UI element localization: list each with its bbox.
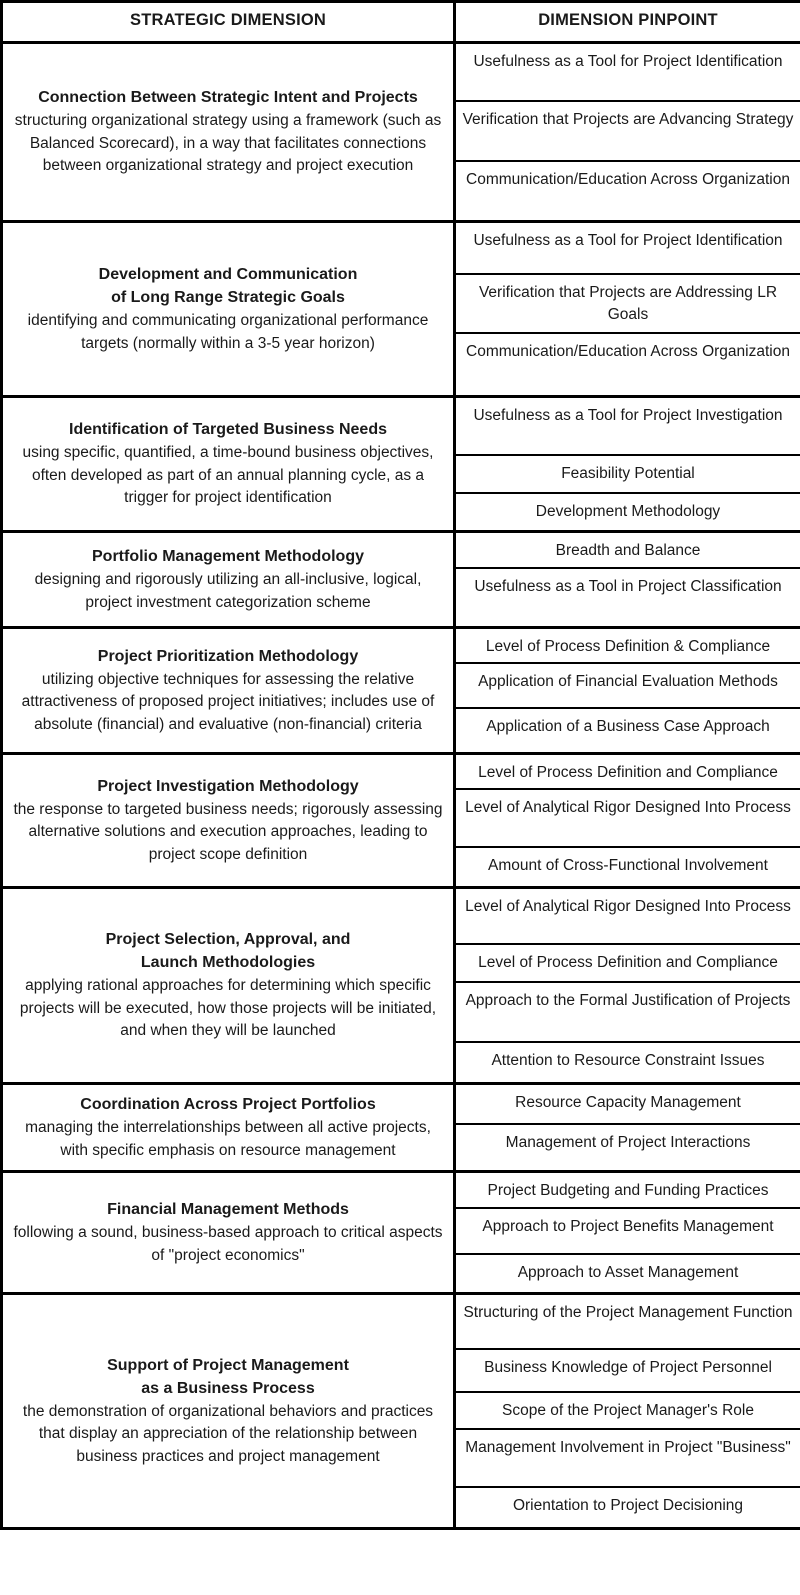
strategic-dimension-cell — [2, 753, 455, 888]
dimension-title: Project Investigation Methodology — [97, 777, 359, 795]
pinpoint-cell: Approach to Project Benefits Management — [455, 1208, 800, 1254]
pinpoint-cell: Application of a Business Case Approach — [455, 708, 800, 753]
dimension-title: Launch Methodologies — [140, 954, 316, 972]
table-row — [2, 1084, 800, 1124]
header-row — [2, 2, 800, 43]
pinpoint-cell: Approach to the Formal Justification of Projects — [455, 982, 800, 1042]
dimension-description: using specific, quantified, a time-bound business objectives, often developed as part of an annual planning cycle, as a trigger for project identification — [22, 444, 434, 507]
dimension-description: utilizing objective techniques for assessing the relative attractiveness of proposed project initiatives; includes use of absolute (financial) and evaluative (non-financial) criteria — [21, 670, 435, 733]
pinpoint-cell: Resource Capacity Management — [455, 1084, 800, 1124]
pinpoint-cell: Verification that Projects are Advancing Strategy — [455, 101, 800, 161]
pinpoint-cell: Structuring of the Project Management Function — [455, 1294, 800, 1349]
pinpoint-cell: Level of Analytical Rigor Designed Into Process — [455, 789, 800, 847]
table-row — [2, 628, 800, 664]
dimension-description: managing the interrelationships between all active projects, with specific emphasis on resource management — [25, 1119, 431, 1159]
dimension-description: structuring organizational strategy using a framework (such as Balanced Scorecard), in a way that facilitates connections between organizational strategy and project execution — [14, 112, 442, 175]
column-header-strategic-dimension: STRATEGIC DIMENSION — [2, 2, 455, 43]
dimension-title: Identification of Targeted Business Needs — [69, 421, 387, 439]
dimension-title: of Long Range Strategic Goals — [111, 289, 345, 306]
dimension-title: Connection Between Strategic Intent and Projects — [38, 89, 418, 107]
table-row — [2, 222, 800, 274]
pinpoint-cell: Management of Project Interactions — [455, 1124, 800, 1172]
dimension-description: identifying and communicating organizational performance targets (normally within a 3-5 year horizon) — [27, 312, 429, 352]
pinpoint-cell: Level of Analytical Rigor Designed Into Process — [455, 888, 800, 944]
pinpoint-cell: Approach to Asset Management — [455, 1254, 800, 1294]
pinpoint-cell: Usefulness as a Tool in Project Classification — [455, 568, 800, 628]
pinpoint-cell: Amount of Cross-Functional Involvement — [455, 847, 800, 888]
pinpoint-cell: Attention to Resource Constraint Issues — [455, 1042, 800, 1084]
dimension-description: following a sound, business-based approach to critical aspects of "project economics" — [13, 1224, 443, 1264]
pinpoint-cell: Business Knowledge of Project Personnel — [455, 1349, 800, 1392]
table-row — [2, 1172, 800, 1208]
pinpoint-cell: Project Budgeting and Funding Practices — [455, 1172, 800, 1208]
dimension-title: Coordination Across Project Portfolios — [80, 1096, 376, 1113]
dimension-title: Project Prioritization Methodology — [97, 647, 359, 665]
strategic-dimension-cell — [2, 532, 455, 628]
pinpoint-cell: Management Involvement in Project "Business" — [455, 1429, 800, 1487]
column-header-dimension-pinpoint: DIMENSION PINPOINT — [455, 2, 800, 43]
pinpoint-cell: Usefulness as a Tool for Project Identification — [455, 43, 800, 101]
dimension-title: Portfolio Management Methodology — [92, 548, 364, 565]
strategic-dimension-cell — [2, 1084, 455, 1172]
dimension-title: Project Selection, Approval, and — [105, 931, 351, 949]
strategic-dimension-cell — [2, 888, 455, 1084]
pinpoint-cell: Communication/Education Across Organization — [455, 161, 800, 222]
table-row — [2, 1294, 800, 1349]
pinpoint-cell: Orientation to Project Decisioning — [455, 1487, 800, 1529]
table-row — [2, 753, 800, 789]
pinpoint-cell: Level of Process Definition and Compliance — [455, 753, 800, 789]
dimension-description: applying rational approaches for determining which specific projects will be executed, how those projects will be initiated, and when they will be launched — [19, 977, 437, 1040]
table-row — [2, 532, 800, 568]
pinpoint-cell: Level of Process Definition and Compliance — [455, 944, 800, 982]
strategic-dimension-cell — [2, 43, 455, 222]
pinpoint-cell: Communication/Education Across Organization — [455, 333, 800, 397]
pinpoint-cell: Level of Process Definition & Compliance — [455, 628, 800, 664]
table-row — [2, 397, 800, 455]
pinpoint-cell: Scope of the Project Manager's Role — [455, 1392, 800, 1429]
pinpoint-cell: Development Methodology — [455, 493, 800, 532]
pinpoint-cell: Feasibility Potential — [455, 455, 800, 493]
pinpoint-cell: Verification that Projects are Addressing LR Goals — [455, 274, 800, 333]
strategic-dimension-cell — [2, 1294, 455, 1529]
strategic-dimension-cell — [2, 1172, 455, 1294]
dimension-title: Financial Management Methods — [107, 1201, 349, 1218]
pinpoint-cell: Usefulness as a Tool for Project Identification — [455, 222, 800, 274]
table-row — [2, 43, 800, 101]
dimension-title: Development and Communication — [98, 266, 358, 283]
pinpoint-cell: Breadth and Balance — [455, 532, 800, 568]
pinpoint-cell: Usefulness as a Tool for Project Investigation — [455, 397, 800, 455]
dimension-title: Support of Project Management — [107, 1356, 349, 1374]
strategic-dimension-cell — [2, 628, 455, 754]
dimension-description: the response to targeted business needs; rigorously assessing alternative solutions and execution approaches, leading to project scope definition — [13, 800, 443, 863]
dimension-description: designing and rigorously utilizing an all-inclusive, logical, project investment categorization scheme — [34, 571, 422, 611]
strategic-dimension-cell — [2, 222, 455, 397]
dimension-title: as a Business Process — [141, 1379, 315, 1397]
pinpoint-cell: Application of Financial Evaluation Methods — [455, 663, 800, 708]
strategic-dimension-cell — [2, 397, 455, 532]
table-row — [2, 888, 800, 944]
dimension-description: the demonstration of organizational behaviors and practices that display an appreciation of the relationship between business practices and project management — [22, 1402, 434, 1465]
